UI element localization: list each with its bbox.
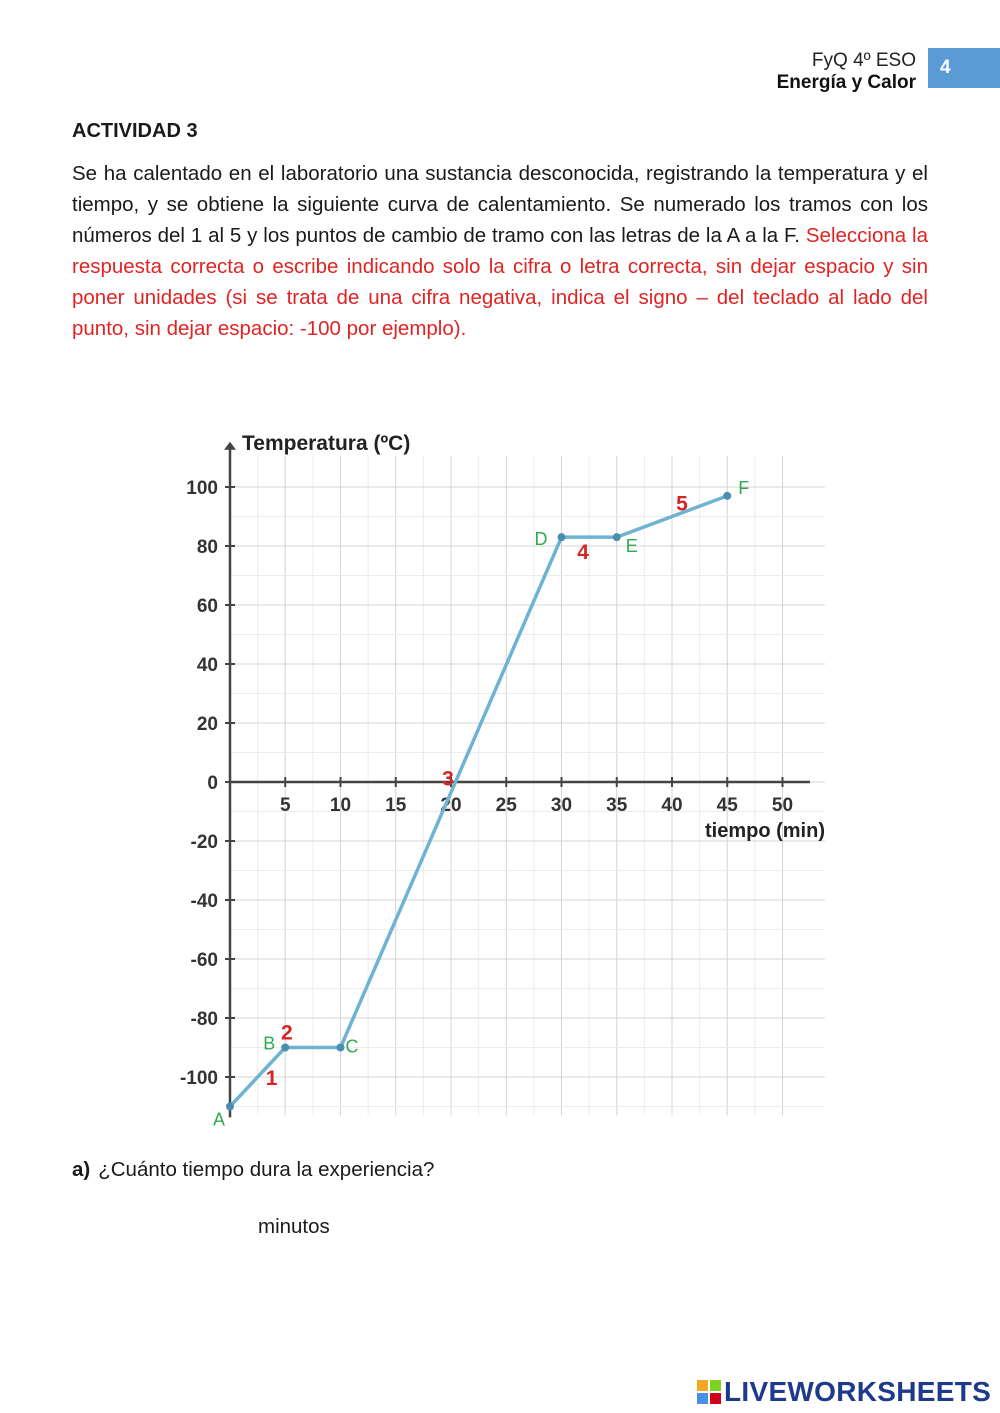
course-label: FyQ 4º ESO bbox=[811, 50, 916, 71]
logo-square-2 bbox=[697, 1393, 708, 1404]
point-label-b: B bbox=[263, 1033, 276, 1054]
point-label-f: F bbox=[738, 477, 750, 498]
point-label-e: E bbox=[625, 536, 638, 557]
heating-curve-chart bbox=[150, 425, 840, 1135]
point-label-a: A bbox=[213, 1109, 226, 1130]
segment-label-5: 5 bbox=[676, 492, 688, 516]
x-tick-label: 45 bbox=[716, 795, 738, 816]
data-point-a bbox=[226, 1103, 234, 1111]
data-point-c bbox=[337, 1044, 345, 1052]
y-tick-label: 60 bbox=[196, 596, 218, 617]
y-tick-label: 0 bbox=[207, 773, 218, 794]
answer-row-a bbox=[140, 1212, 330, 1242]
point-label-d: D bbox=[534, 529, 548, 550]
activity-title: ACTIVIDAD 3 bbox=[72, 120, 198, 142]
y-tick-label: 100 bbox=[186, 478, 218, 499]
instructions-text: Selecciona la respuesta correcta o escribe indicando solo la cifra o letra correcta, sin dejar espacio y sin poner unidades (si se trata de una cifra negativa, indica el signo – del teclado al lado del punto, sin dejar espacio: -100 por ejemplo). bbox=[72, 224, 928, 340]
logo-mark-icon bbox=[697, 1380, 721, 1404]
y-tick-label: 40 bbox=[196, 655, 218, 676]
x-tick-label: 25 bbox=[495, 795, 517, 816]
segment-label-4: 4 bbox=[577, 541, 589, 565]
intro-text: Se ha calentado en el laboratorio una sustancia desconocida, registrando la temperatura y el tiempo, y se obtiene la siguiente curva de calentamiento. Se numerado los tramos con los números del 1 al 5 y los puntos de cambio de tramo con las letras de la A a la F. bbox=[72, 162, 928, 247]
logo-text: LIVEWORKSHEETS bbox=[724, 1376, 992, 1407]
x-tick-label: 35 bbox=[606, 795, 628, 816]
logo-square-1 bbox=[710, 1380, 721, 1391]
y-tick-label: -20 bbox=[190, 832, 218, 853]
question-text: ¿Cuánto tiempo dura la experiencia? bbox=[98, 1158, 435, 1181]
y-axis-title: Temperatura (ºC) bbox=[242, 431, 411, 455]
x-axis-title: tiempo (min) bbox=[705, 820, 825, 842]
data-point-d bbox=[558, 533, 566, 541]
x-tick-label: 20 bbox=[440, 795, 462, 816]
page-number-badge: 4 bbox=[928, 48, 1000, 88]
y-tick-label: 20 bbox=[196, 714, 218, 735]
x-tick-label: 30 bbox=[550, 795, 573, 816]
point-label-c: C bbox=[345, 1036, 359, 1057]
topic-label: Energía y Calor bbox=[776, 72, 916, 93]
y-tick-label: -40 bbox=[190, 891, 218, 912]
x-tick-label: 10 bbox=[329, 795, 352, 816]
y-tick-label: 80 bbox=[196, 537, 218, 558]
data-point-b bbox=[281, 1044, 289, 1052]
answer-unit: minutos bbox=[258, 1215, 330, 1238]
logo-square-3 bbox=[710, 1393, 721, 1404]
data-point-f bbox=[723, 492, 731, 500]
y-axis-arrow bbox=[224, 442, 236, 450]
activity-statement bbox=[72, 158, 928, 344]
segment-label-1: 1 bbox=[265, 1067, 278, 1090]
liveworksheets-logo bbox=[697, 1376, 991, 1408]
segment-label-3: 3 bbox=[442, 767, 454, 791]
x-tick-label: 15 bbox=[385, 795, 407, 816]
x-tick-label: 40 bbox=[661, 795, 683, 816]
logo-square-0 bbox=[697, 1380, 708, 1391]
y-tick-label: -100 bbox=[179, 1068, 218, 1089]
answer-input-a[interactable] bbox=[140, 1212, 244, 1242]
data-point-e bbox=[613, 533, 621, 541]
y-tick-label: -60 bbox=[190, 950, 218, 971]
question-a bbox=[72, 1158, 434, 1182]
x-tick-label: 5 bbox=[279, 795, 291, 816]
page-header bbox=[777, 50, 916, 94]
question-letter: a) bbox=[72, 1158, 91, 1181]
segment-label-2: 2 bbox=[281, 1021, 293, 1045]
x-tick-label: 50 bbox=[771, 795, 794, 816]
y-tick-label: -80 bbox=[190, 1009, 218, 1030]
